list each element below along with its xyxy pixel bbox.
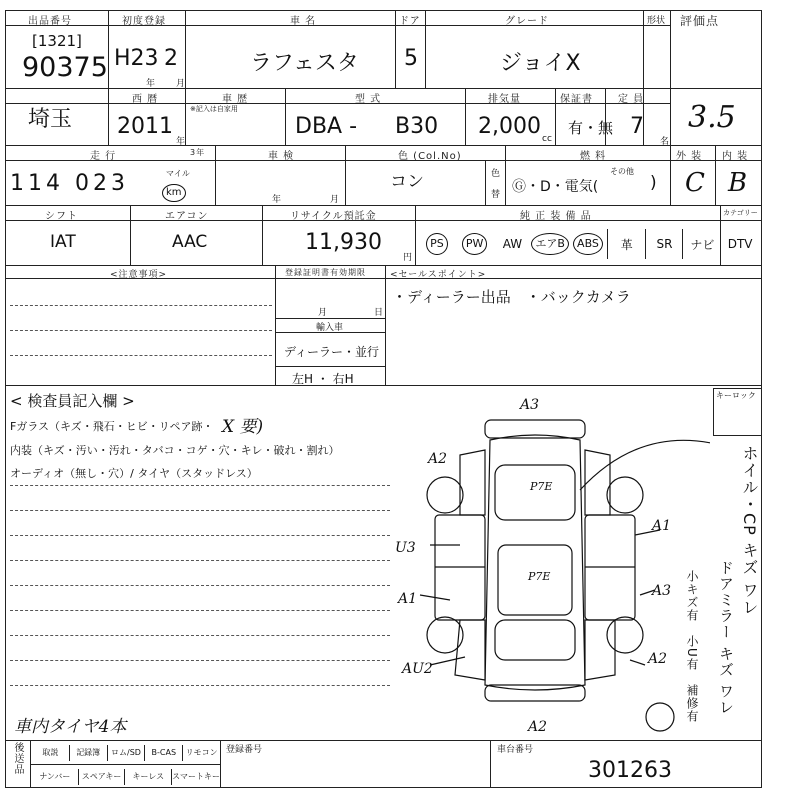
shift-value: IAT (50, 232, 76, 252)
type-prefix: DBA - (295, 114, 358, 139)
equipment-label: 革 (620, 237, 633, 252)
caution-label: <注意事項> (110, 270, 168, 280)
right-rear-wheel-shape (607, 617, 643, 653)
month-unit: 月 (176, 79, 186, 89)
lot-label: 出品番号 (28, 16, 72, 27)
score-label: 評価点 (680, 14, 720, 28)
import-label: 輸入車 (316, 323, 344, 333)
inspection-month-unit: 月 (330, 195, 340, 205)
year-suffix: 年 (176, 137, 186, 147)
inspector-line-1-hand: X 要) (222, 417, 264, 437)
region: 埼玉 (28, 107, 73, 132)
door-label: ドア (399, 16, 421, 27)
footer-item: 取説 (42, 748, 59, 757)
reg-day-unit: 日 (374, 308, 384, 318)
fuel-other: その他 (610, 167, 634, 176)
reg-no-label: 登録番号 (226, 745, 263, 755)
damage-mark: A2 (648, 651, 668, 667)
type-code: B30 (395, 114, 439, 139)
cc-unit: cc (542, 134, 552, 144)
damage-mark: P7E (528, 570, 551, 583)
equipment-item (531, 229, 569, 259)
damage-mark: A2 (428, 451, 448, 467)
curve-leader (580, 440, 710, 490)
inspection-label: 車 検 (268, 151, 295, 162)
first-reg-label: 初度登録 (122, 16, 166, 27)
sales-points: ・ディーラー出品 ・バックカメラ (392, 288, 631, 306)
equipment-item (607, 229, 646, 259)
equipment-label: PW (462, 233, 488, 255)
damage-mark: A3 (520, 397, 540, 413)
side-note-2: ドアミラー キズ ワレ (717, 560, 735, 716)
person-unit: 名 (660, 137, 670, 147)
chassis-label: 車 歴 (222, 94, 249, 105)
equipment-label: SR (656, 237, 673, 251)
car-body-outline (485, 435, 585, 690)
equipment-list (418, 229, 758, 259)
damage-mark: P7E (530, 480, 553, 493)
equipment-item (645, 229, 684, 259)
steering-value: 左H ・ 右H (292, 372, 354, 386)
footer-item: ロム/SD (107, 745, 145, 761)
side-note-1: ホイル・CP キズ ワレ (740, 445, 759, 616)
lot-number: 90375 (22, 52, 108, 83)
sales-label: <セールスポイント> (390, 270, 487, 280)
inspector-title: < 検査員記入欄 > (10, 392, 135, 410)
exterior-label: 外 装 (676, 151, 703, 162)
interior-label: 内 装 (722, 151, 749, 162)
first-reg-month: 2 (164, 46, 178, 71)
fuel-close: ) (650, 173, 657, 193)
footer-item: リモコン (182, 745, 220, 761)
equipment-item (682, 229, 721, 259)
capacity-value: 7 (630, 114, 644, 139)
equipment-label: AW (502, 237, 523, 251)
warranty-value: 有・無 (568, 119, 614, 137)
equipment-label: PS (426, 233, 448, 255)
damage-mark: AU2 (402, 661, 433, 677)
footer-items-row-2 (32, 769, 220, 785)
model-year: 2011 (117, 114, 173, 139)
equipment-label: DTV (727, 237, 753, 251)
capacity-label: 定 員 (618, 94, 645, 105)
shift-label: シフト (45, 211, 78, 222)
fuel-value: Ⓖ・D・電気( (512, 179, 599, 195)
three-year-label: 3年 (190, 148, 206, 157)
category-label: カテゴリー (723, 209, 758, 217)
damage-mark: A1 (398, 591, 418, 607)
year-unit: 年 (146, 79, 156, 89)
inspector-line-3: オーディオ（無し・穴）/ タイヤ（スタッドレス） (10, 467, 258, 480)
model-label: 車 名 (290, 16, 317, 27)
lot-code: [1321] (32, 32, 82, 50)
exterior-grade: C (685, 168, 705, 198)
misc-label: 形状 (647, 16, 666, 26)
displacement-label: 排気量 (488, 94, 521, 105)
ac-value: AAC (172, 232, 208, 252)
mile-label: マイル (166, 169, 190, 178)
equipment-label: 純 正 装 備 品 (520, 211, 592, 222)
footer-item: ナンバー (39, 772, 71, 781)
damage-mark: U3 (395, 540, 416, 556)
footer-item: キーレス (124, 769, 171, 785)
damage-mark: A2 (528, 719, 548, 735)
warranty-label: 保証書 (560, 94, 593, 105)
keyless-label: キーロック (716, 391, 756, 400)
handwritten-note: 車内タイヤ4本 (14, 717, 127, 737)
score-value: 3.5 (688, 100, 736, 135)
chassis-no-label: 車台番号 (497, 745, 534, 755)
inspector-line-1: Fガラス（キズ・飛石・ヒビ・リペア跡・ (10, 420, 214, 433)
color-value: コン (390, 172, 424, 192)
equipment-label: エアB (531, 233, 569, 255)
color-side-1: 色 (491, 169, 501, 179)
left-front-wheel-shape (427, 477, 463, 513)
import-value: ディーラー・並行 (284, 345, 380, 359)
equipment-item (456, 229, 494, 259)
rear-window-shape (495, 620, 575, 660)
ac-label: エアコン (165, 211, 209, 222)
type-label: 型 式 (355, 94, 382, 105)
footer-item: 記録簿 (69, 745, 107, 761)
equipment-label: ABS (573, 233, 603, 255)
first-reg-era: H23 (114, 46, 159, 71)
damage-mark: A3 (652, 583, 672, 599)
chassis-number: 301263 (588, 758, 672, 783)
spare-tire-shape (646, 703, 674, 731)
right-front-wheel-shape (607, 477, 643, 513)
equipment-item (418, 229, 456, 259)
footer-items-row-1 (32, 745, 220, 761)
color-side-2: 替 (491, 190, 501, 200)
recycle-value: 11,930 (305, 230, 382, 255)
km-circle (162, 180, 186, 202)
car-damage-diagram (390, 395, 710, 745)
inspection-year-unit: 年 (272, 195, 282, 205)
side-note-3: 小キズ有 小U有 補修有 (685, 570, 699, 723)
grade-label: グレード (505, 16, 549, 27)
damage-mark: A1 (652, 518, 672, 534)
footer-item: スマートキー (171, 769, 220, 785)
interior-grade: B (728, 168, 748, 198)
footer-item: スペアキー (78, 769, 125, 785)
model-name: ラフェスタ (250, 51, 359, 76)
grade-value: ジョイX (500, 51, 581, 76)
equipment-item (720, 229, 759, 259)
mileage-value: 114 023 (10, 171, 129, 196)
mileage-label: 走 行 (90, 151, 117, 162)
km-unit: km (162, 184, 186, 202)
inspector-line-2: 内装（キズ・汚い・汚れ・タバコ・コゲ・穴・キレ・破れ・割れ） (10, 444, 340, 457)
reg-expiry-label: 登録証明書有効期限 (285, 268, 366, 277)
footer-item: B-CAS (144, 745, 182, 761)
fuel-label: 燃 料 (580, 151, 607, 162)
equipment-label: ナビ (690, 237, 715, 252)
equipment-item (569, 229, 607, 259)
backing-label: 後送品 (12, 742, 23, 775)
color-label: 色 (Col.No) (398, 151, 462, 162)
equipment-item (494, 229, 532, 259)
reg-month-unit: 月 (318, 308, 328, 318)
displacement-value: 2,000 (478, 114, 541, 139)
chassis-note: ※記入は自家用 (190, 105, 238, 113)
recycle-label: リサイクル預託金 (290, 211, 377, 222)
yen-unit: 円 (403, 253, 413, 263)
year-label: 西 暦 (132, 94, 159, 105)
door-count: 5 (404, 46, 418, 71)
